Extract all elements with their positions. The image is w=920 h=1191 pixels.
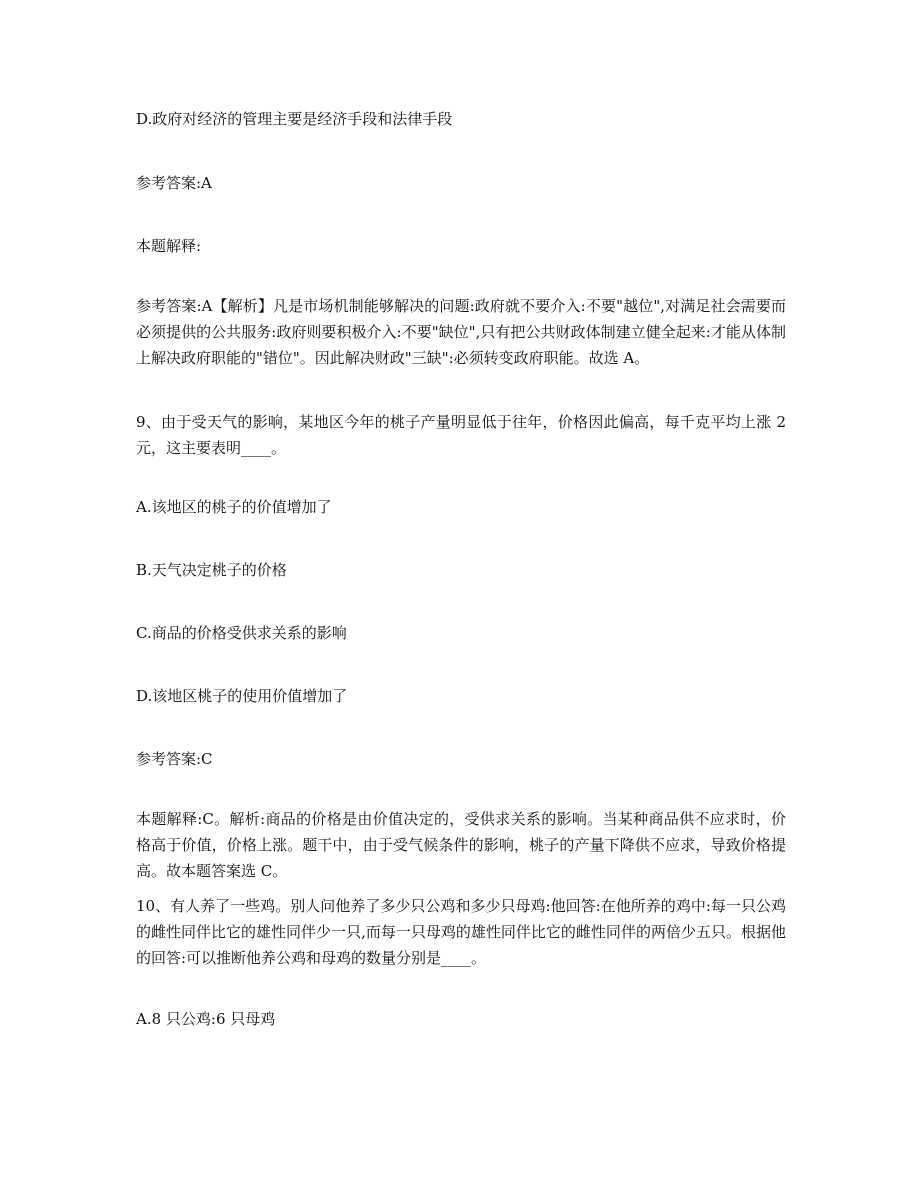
- q9-explain-text: 本题解释:C。解析:商品的价格是由价值决定的，受供求关系的影响。当某种商品供不应求时，价格高于价值，价格上涨。题干中，由于受气候条件的影响，桃子的产量下降供不应求，导致价格提高。故本题答案选 C。: [136, 810, 786, 880]
- q8-option-d: D.政府对经济的管理主要是经济手段和法律手段: [136, 110, 453, 128]
- q8-explain-label: 本题解释:: [136, 237, 202, 255]
- q8-answer: 参考答案:A: [136, 174, 212, 192]
- q9-answer: 参考答案:C: [136, 750, 213, 768]
- q9-option-b: B.天气决定桃子的价格: [136, 561, 287, 579]
- q10-option-a: A.8 只公鸡:6 只母鸡: [136, 1010, 276, 1028]
- q9-option-c: C.商品的价格受供求关系的影响: [136, 624, 347, 642]
- q10-question: 10、有人养了一些鸡。别人问他养了多少只公鸡和多少只母鸡:他回答:在他所养的鸡中:每一只公鸡的雌性同伴比它的雄性同伴少一只,而每一只母鸡的雄性同伴比它的雌性同伴的两倍少五只。根据他的回答:可以推断他养公鸡和母鸡的数量分别是____。: [136, 897, 786, 967]
- q9-question: 9、由于受天气的影响，某地区今年的桃子产量明显低于往年，价格因此偏高，每千克平均上涨 2 元，这主要表明____。: [136, 413, 786, 457]
- q9-option-d: D.该地区桃子的使用价值增加了: [136, 687, 348, 705]
- q9-option-a: A.该地区的桃子的价值增加了: [136, 498, 332, 516]
- q8-explain-text: 参考答案:A【解析】凡是市场机制能够解决的问题:政府就不要介入:不要"越位",对满足社会需要而必须提供的公共服务:政府则要积极介入:不要"缺位",只有把公共财政体制建立健全起来:才能从体制上解决政府职能的"错位"。因此解决财政"三缺":必须转变政府职能。故选 A。: [136, 297, 786, 367]
